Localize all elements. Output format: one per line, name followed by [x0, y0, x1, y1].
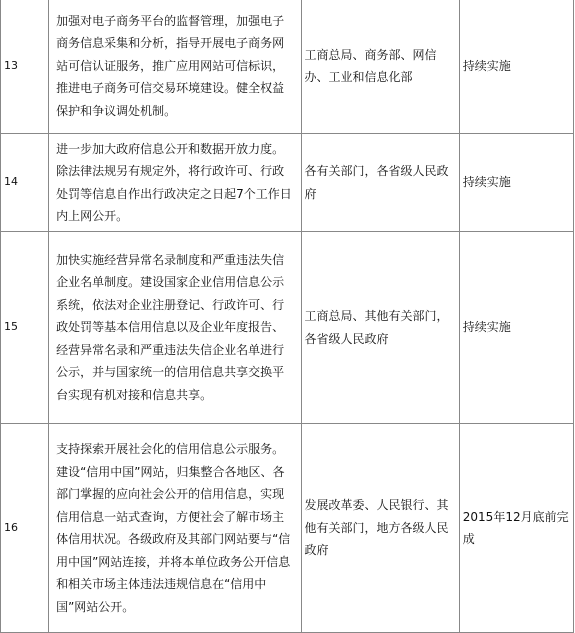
time-schedule: 持续实施: [459, 134, 573, 232]
item-number: 15: [1, 232, 49, 424]
time-schedule: 2015年12月底前完成: [459, 424, 573, 633]
task-description: 加强对电子商务平台的监督管理，加强电子商务信息采集和分析，指导开展电子商务网站可信认证服务，推广应用网站可信标识，推进电子商务可信交易环境建设。健全权益保护和争议调处机制。: [49, 0, 301, 134]
responsible-departments: 发展改革委、人民银行、其他有关部门，地方各级人民政府: [301, 424, 459, 633]
task-description: 支持探索开展社会化的信用信息公示服务。建设“信用中国”网站，归集整合各地区、各部门掌握的应向社会公开的信用信息，实现信用信息一站式查询，方便社会了解市场主体信用状况。各级政府及其部门网站要与“信用中国”网站连接，并将本单位政务公开信息和相关市场主体违法违规信息在“信用中国”网站公开。: [49, 424, 301, 633]
table-row: [1, 232, 574, 424]
item-number: 14: [1, 134, 49, 232]
time-schedule: 持续实施: [459, 0, 573, 134]
item-number: 13: [1, 0, 49, 134]
table-row: [1, 0, 574, 134]
responsible-departments: 各有关部门，各省级人民政府: [301, 134, 459, 232]
task-description: 进一步加大政府信息公开和数据开放力度。除法律法规另有规定外，将行政许可、行政处罚等信息自作出行政决定之日起7个工作日内上网公开。: [49, 134, 301, 232]
table-row: [1, 134, 574, 232]
task-description: 加快实施经营异常名录制度和严重违法失信企业名单制度。建设国家企业信用信息公示系统，依法对企业注册登记、行政许可、行政处罚等基本信用信息以及企业年度报告、经营异常名录和严重违法失信企业名单进行公示，并与国家统一的信用信息共享交换平台实现有机对接和信息共享。: [49, 232, 301, 424]
time-schedule: 持续实施: [459, 232, 573, 424]
responsible-departments: 工商总局、其他有关部门，各省级人民政府: [301, 232, 459, 424]
table-row: [1, 424, 574, 633]
responsible-departments: 工商总局、商务部、网信办、工业和信息化部: [301, 0, 459, 134]
item-number: 16: [1, 424, 49, 633]
